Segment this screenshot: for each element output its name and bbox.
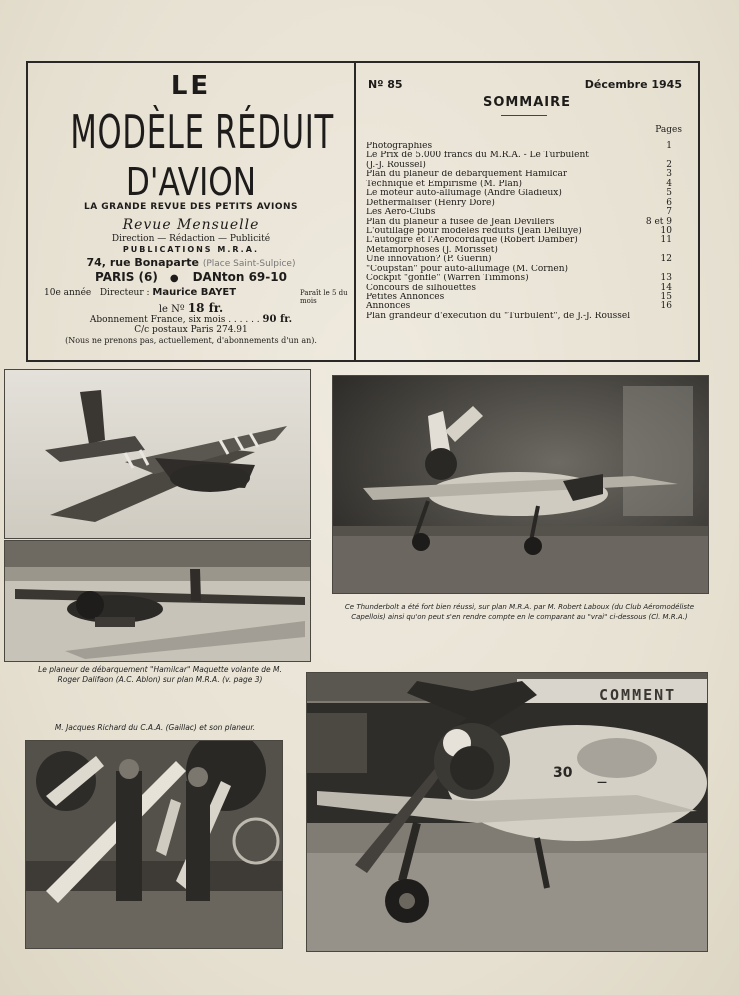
city: PARIS (6) xyxy=(95,270,158,284)
photo-hamilcar-ground xyxy=(4,540,311,662)
caption-hamilcar: Le planeur de débarquement "Hamilcar" Maquette volante de M. Roger Dalifaon (A.C. Ablon) sur plan M.R.A. (v. page 3) xyxy=(38,665,282,684)
toc-item-page: 14 xyxy=(660,282,672,293)
toc-item-title: Métamorphoses (J. Morisset) xyxy=(366,245,498,255)
toc-item xyxy=(366,284,696,293)
toc-item xyxy=(366,246,696,255)
svg-text:30: 30 xyxy=(553,765,573,781)
city-phone-line xyxy=(28,270,354,284)
toc-item-title: Concours de silhouettes xyxy=(366,283,476,293)
toc-item xyxy=(366,312,696,321)
toc-item-page: 2 xyxy=(666,159,672,170)
toc-item-page: 12 xyxy=(660,254,672,265)
masthead xyxy=(28,63,356,360)
subscription-line xyxy=(28,314,354,325)
postal-account: C/c postaux Paris 274.91 xyxy=(134,325,248,335)
subscription-price: 90 fr. xyxy=(262,314,293,325)
tagline: LA GRANDE REVUE DES PETITS AVIONS xyxy=(83,202,299,212)
numero-label: le Nº xyxy=(158,304,185,315)
issue-number: Nº 85 xyxy=(368,78,403,91)
bullet-icon: ● xyxy=(169,273,179,284)
directeur-line xyxy=(44,287,236,298)
toc-item-title: Le moteur auto-allumage (André Gladieux) xyxy=(366,189,562,199)
toc-item-title: (J.-J. Roussel) xyxy=(366,160,426,170)
photo-thunderbolt-real xyxy=(306,672,708,952)
toc-item xyxy=(366,218,696,227)
toc-item xyxy=(366,274,696,283)
toc-item xyxy=(366,293,696,302)
toc-item-page: 1 xyxy=(666,141,672,151)
masthead-le: LE xyxy=(170,71,212,101)
revue-mensuelle: Revue Mensuelle xyxy=(122,217,260,233)
toc-item-page: 7 xyxy=(666,207,672,218)
toc-item xyxy=(366,189,696,198)
toc-item-title: Plan du planeur à fusée de Jean Devillers xyxy=(366,217,555,227)
toc-item-title: Petites Annonces xyxy=(366,293,445,302)
address-line xyxy=(28,256,354,269)
toc-item xyxy=(366,265,696,274)
sommaire-heading: SOMMAIRE xyxy=(482,95,572,110)
toc-item xyxy=(366,161,696,170)
toc-item-title: L'autogire et l'Aérocordaque (Robert Damber) xyxy=(366,236,578,246)
toc-item-title: Photographies xyxy=(366,142,433,151)
toc-item-title: Plan du planeur de débarquement Hamilcar xyxy=(366,170,568,180)
toc-item-page: 4 xyxy=(666,178,672,189)
toc-item-page: 8 et 9 xyxy=(645,216,672,227)
photo-richard-glider xyxy=(25,740,283,949)
directeur-label: Directeur : xyxy=(99,288,150,298)
place-note: (Place Saint-Sulpice) xyxy=(202,259,296,269)
pages-label: Pages xyxy=(655,125,682,135)
toc-item xyxy=(366,302,696,311)
toc-item-title: Déthermaliser (Henry Doré) xyxy=(366,198,495,208)
toc-item xyxy=(366,227,696,236)
toc-item-page: 16 xyxy=(660,301,672,312)
toc-item-title: Annonces xyxy=(366,302,411,312)
direction-line: Direction — Rédaction — Publicité xyxy=(111,234,271,244)
directeur-name: Maurice BAYET xyxy=(152,287,237,298)
sommaire xyxy=(356,63,698,360)
toc-item xyxy=(366,255,696,264)
hangar-sign: COMMENT xyxy=(599,686,677,704)
toc-item-title: L'outillage pour modèles réduits (Jean Delluye) xyxy=(366,226,582,236)
publications-line: PUBLICATIONS M.R.A. xyxy=(122,245,260,254)
toc-item xyxy=(366,236,696,245)
subscription-label: Abonnement France, six mois . . . . . . xyxy=(89,315,260,325)
header-box xyxy=(26,61,700,362)
photo-hamilcar-flight xyxy=(4,369,311,539)
caption-thunderbolt: Ce Thunderbolt a été fort bien réussi, sur plan M.R.A. par M. Robert Laboux (du Club Aéromodéliste Capellois) ainsi qu'on peut s'en rendre compte en le comparant au "vrai" ci-dessous (Cl. M.R.A.) xyxy=(344,603,695,621)
magazine-title: MODÈLE RÉDUIT xyxy=(70,105,334,159)
toc-item-title: "Coupstan" pour auto-allumage (M. Cornen) xyxy=(366,264,569,274)
caption-richard: M. Jacques Richard du C.A.A. (Gaillac) et son planeur. xyxy=(54,723,256,732)
parait-note: Paraît le 5 du mois xyxy=(300,289,348,305)
subscription-note: (Nous ne prenons pas, actuellement, d'abonnements d'un an). xyxy=(65,336,317,345)
issue-price-line xyxy=(28,301,354,315)
issue-date: Décembre 1945 xyxy=(584,78,682,91)
toc-item-page: 11 xyxy=(660,235,672,246)
toc-item-page: 6 xyxy=(666,197,672,208)
toc-item-page: 10 xyxy=(660,225,672,236)
annee: 10e année xyxy=(44,288,92,298)
street-address: 74, rue Bonaparte xyxy=(86,256,199,269)
heading-rule xyxy=(501,115,547,116)
toc-item-page: 13 xyxy=(660,273,672,284)
toc-item xyxy=(366,180,696,189)
toc-item xyxy=(366,142,696,151)
toc-item-title: Une innovation? (P. Guérin) xyxy=(366,255,492,265)
photo-thunderbolt-model xyxy=(332,375,709,594)
toc-item-page: 5 xyxy=(666,188,672,199)
toc-item-title: Plan grandeur d'exécution du "Turbulent", de J.-J. Roussel xyxy=(366,311,631,321)
issue-price: 18 fr. xyxy=(187,301,224,315)
toc-item-title: Les Aéro-Clubs xyxy=(366,208,436,218)
toc-list xyxy=(366,142,696,321)
toc-item xyxy=(366,151,696,160)
toc-item-title: Cockpit "gonflé" (Warren Timmons) xyxy=(366,274,529,284)
toc-item xyxy=(366,199,696,208)
svg-text:—: — xyxy=(597,777,607,788)
toc-item-title: Technique et Empirisme (M. Plan) xyxy=(366,179,523,189)
magazine-subtitle: D'AVION xyxy=(125,160,257,204)
toc-item-page: 15 xyxy=(660,292,672,302)
phone: DANton 69-10 xyxy=(192,270,287,284)
toc-item-page: 3 xyxy=(666,169,672,180)
toc-item-title: Le Prix de 5.000 francs du M.R.A. - Le Turbulent xyxy=(366,151,589,161)
toc-item xyxy=(366,170,696,179)
